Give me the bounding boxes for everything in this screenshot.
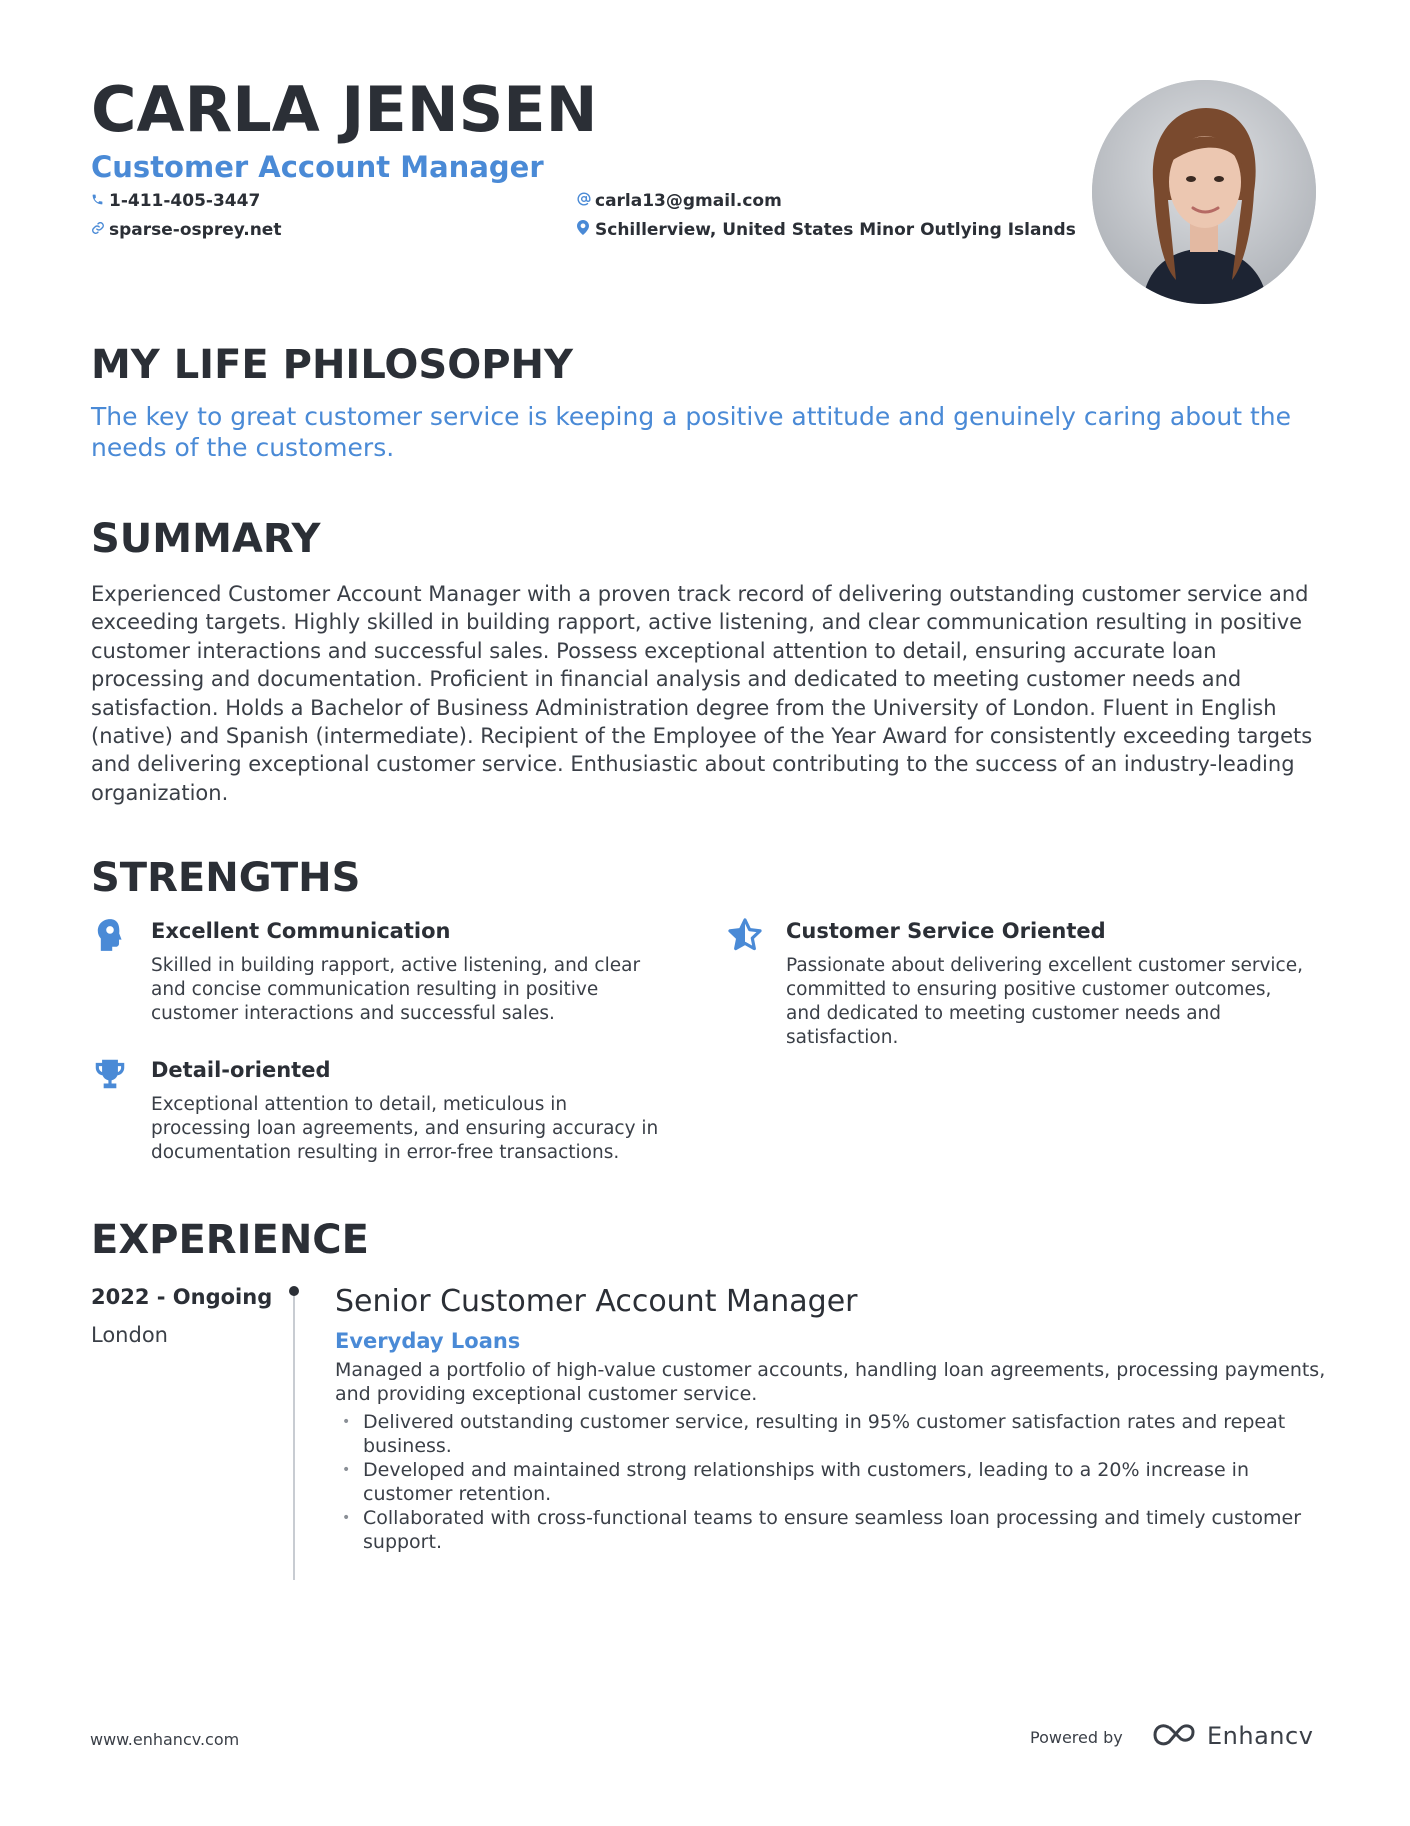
star-icon [726,916,764,954]
strength-desc: Passionate about delivering excellent customer service, committed to ensuring positive customer outcomes, and dedicated to meeting customer needs and satisfaction. [786,955,1303,1048]
strength-title: Excellent Communication [151,919,451,943]
trophy-icon [91,1055,129,1093]
summary-heading: SUMMARY [91,516,321,562]
strength-desc: Skilled in building rapport, active listening, and clear and concise communication resulting in positive customer interactions and successful sales. [151,955,641,1024]
footer-brand[interactable]: Enhancv [1207,1722,1314,1750]
contact-email[interactable] [577,189,782,213]
job-bullets [335,1410,1315,1554]
location-text: Schillerview, United States Minor Outlying Islands [595,220,1076,240]
philosophy-heading: MY LIFE PHILOSOPHY [91,342,573,388]
list-item: • Delivered outstanding customer service, resulting in 95% customer satisfaction rates and repeat business. [335,1410,1315,1458]
email-text[interactable]: carla13@gmail.com [595,191,782,211]
website-text[interactable]: sparse-osprey.net [109,220,282,240]
job-description: Managed a portfolio of high-value customer accounts, handling loan agreements, processing payments, and providing exceptional customer service. [335,1359,1326,1405]
job-title: Senior Customer Account Manager [335,1284,858,1319]
job-location: London [91,1323,168,1347]
contact-website[interactable] [91,218,281,242]
candidate-role: Customer Account Manager [91,150,544,184]
list-item: • Developed and maintained strong relationships with customers, leading to a 20% increase in customer retention. [335,1458,1315,1506]
timeline-line [293,1290,295,1580]
location-pin-icon [577,218,595,242]
phone-icon [91,189,109,213]
profile-photo [1092,80,1316,304]
at-icon [577,189,595,213]
contact-location [577,218,1076,242]
contact-phone [91,189,260,213]
candidate-name: CARLA JENSEN [91,73,598,146]
strengths-heading: STRENGTHS [91,855,361,901]
enhancv-logo-icon [1150,1718,1198,1752]
strength-title: Customer Service Oriented [786,919,1106,943]
head-icon [91,916,129,954]
experience-heading: EXPERIENCE [91,1217,369,1263]
strength-title: Detail-oriented [151,1058,331,1082]
list-item: • Collaborated with cross-functional teams to ensure seamless loan processing and timely customer support. [335,1506,1315,1554]
link-icon [91,218,109,242]
job-company: Everyday Loans [335,1329,521,1353]
job-dates: 2022 - Ongoing [91,1285,273,1309]
strength-desc: Exceptional attention to detail, meticulous in processing loan agreements, and ensuring accuracy in documentation resulting in error-free transactions. [151,1094,659,1163]
timeline-dot [289,1286,299,1296]
footer-powered-by: Powered by [1030,1728,1123,1747]
summary-text: Experienced Customer Account Manager with a proven track record of delivering outstanding customer service and exceeding targets. Highly skilled in building rapport, active listening, and clear communication resulting in positive customer interactions and successful sales. Possess exceptional attention to detail, ensuring accurate loan processing and documentation. Proficient in financial analysis and dedicated to meeting customer needs and satisfaction. Holds a Bachelor of Business Administration degree from the University of London. Fluent in English (native) and Spanish (intermediate). Recipient of the Employee of the Year Award for consistently exceeding targets and delivering exceptional customer service. Enthusiastic about contributing to the success of an industry-leading organization. [91,582,1313,805]
philosophy-text: The key to great customer service is keeping a positive attitude and genuinely caring about the needs of the customers. [91,402,1291,462]
footer-website[interactable]: www.enhancv.com [90,1730,240,1749]
phone-text: 1-411-405-3447 [109,191,261,211]
